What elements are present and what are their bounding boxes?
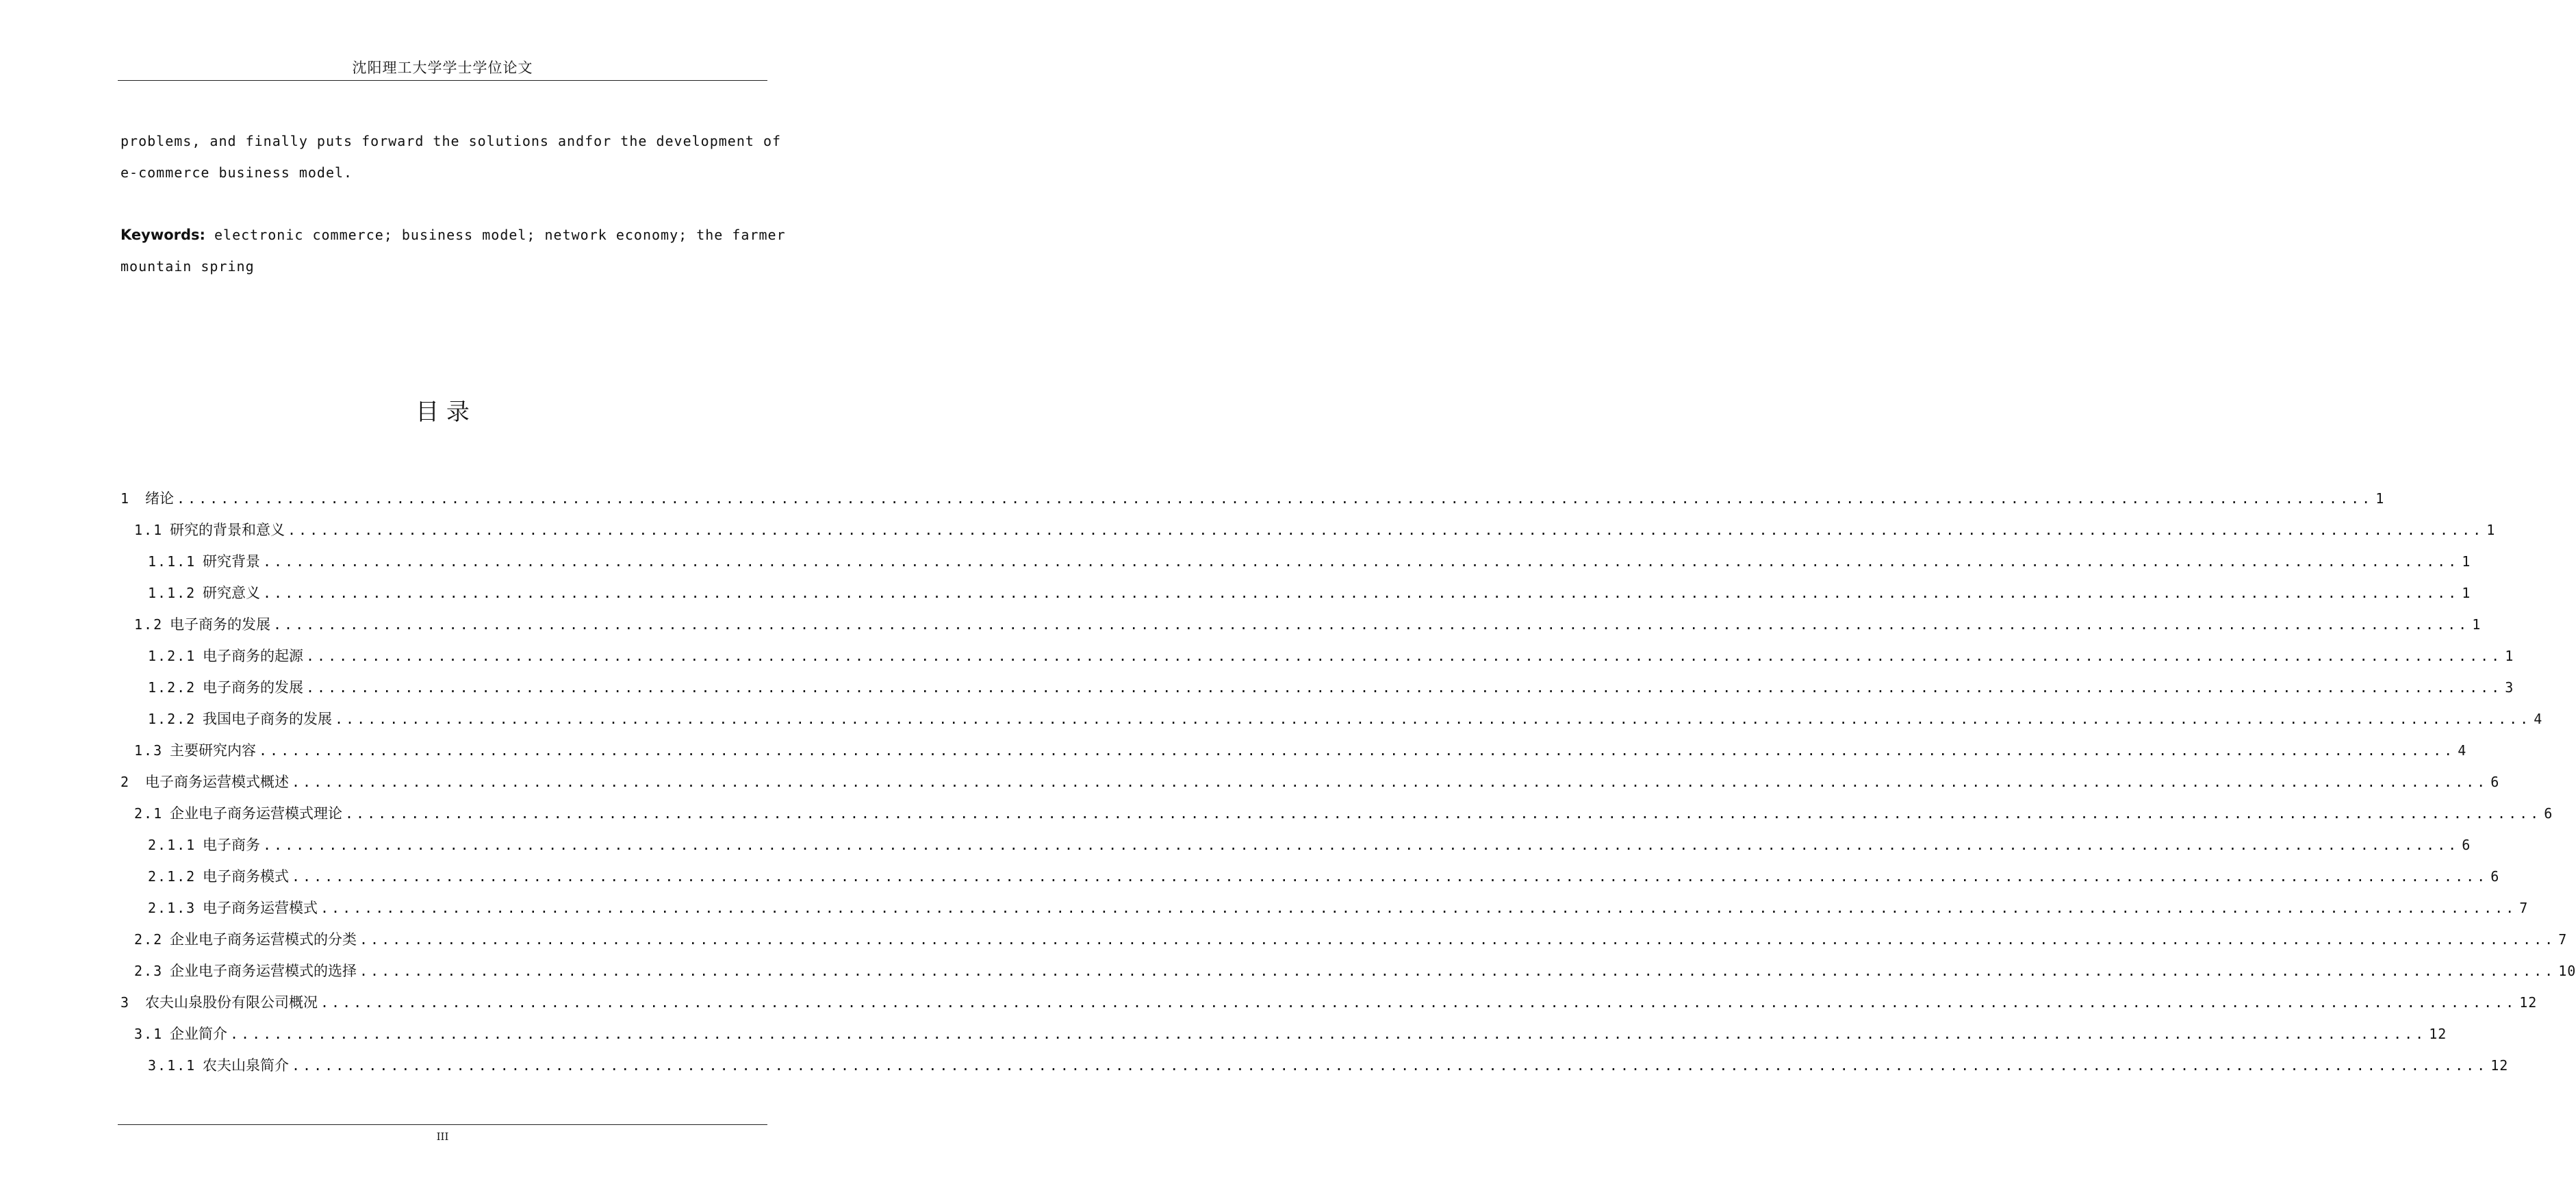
- table-of-contents: [120, 483, 2576, 1081]
- toc-entry-title: 研究意义: [203, 585, 260, 601]
- toc-entry-title: 绪论: [145, 490, 174, 507]
- toc-entry-title: 电子商务: [203, 837, 260, 853]
- toc-entry[interactable]: [120, 924, 2568, 955]
- toc-entry-title: 电子商务的起源: [203, 648, 303, 664]
- toc-entry-number: 2.3: [134, 963, 164, 979]
- keywords-line: mountain spring: [120, 258, 255, 275]
- toc-entry-title: 农夫山泉股份有限公司概况: [145, 994, 318, 1011]
- toc-entry-page: 6: [2544, 805, 2553, 822]
- toc-leader-dots: ........................................................................................................................................................................................................: [263, 585, 2460, 601]
- toc-entry-page: 3: [2505, 679, 2514, 696]
- toc-entry-title: 主要研究内容: [170, 742, 256, 759]
- toc-entry-title: 电子商务的发展: [203, 679, 303, 696]
- toc-entry-number: 3.1.1: [148, 1057, 196, 1074]
- keywords-text: electronic commerce; business model; network economy; the farmer: [214, 227, 786, 243]
- toc-entry-title: 我国电子商务的发展: [203, 711, 332, 727]
- toc-entry-title: 电子商务运营模式概述: [145, 774, 289, 790]
- toc-entry-number: 1.1.1: [148, 553, 196, 570]
- header-title: 沈阳理工大学学士学位论文: [352, 60, 533, 76]
- toc-entry-number: 3: [120, 994, 131, 1011]
- toc-entry-page: 12: [2429, 1026, 2447, 1042]
- page-number: III: [436, 1130, 449, 1143]
- toc-entry[interactable]: [120, 640, 2514, 672]
- toc-entry-page: 10: [2558, 963, 2576, 979]
- toc-entry-page: 1: [2462, 585, 2471, 601]
- toc-leader-dots: ........................................................................................................................................................................................................: [306, 679, 2503, 696]
- toc-entry[interactable]: [120, 577, 2471, 609]
- toc-entry[interactable]: [120, 766, 2500, 798]
- toc-entry-number: 1.1: [134, 522, 164, 538]
- toc-leader-dots: ........................................................................................................................................................................................................: [306, 648, 2503, 664]
- toc-leader-dots: ........................................................................................................................................................................................................: [320, 900, 2517, 916]
- toc-entry[interactable]: [120, 546, 2471, 577]
- keywords-line: [120, 219, 786, 251]
- abstract-line: e-commerce business model.: [120, 164, 353, 181]
- toc-entry-number: 1.3: [134, 742, 164, 759]
- toc-entry-page: 1: [2472, 616, 2482, 633]
- toc-entry-title: 农夫山泉简介: [203, 1057, 289, 1074]
- toc-entry[interactable]: [120, 735, 2467, 766]
- toc-entry-title: 企业简介: [170, 1026, 227, 1042]
- header-rule: [118, 80, 767, 81]
- toc-entry[interactable]: [120, 1050, 2509, 1081]
- toc-leader-dots: ........................................................................................................................................................................................................: [359, 963, 2556, 979]
- toc-entry[interactable]: [120, 892, 2529, 924]
- toc-entry-page: 7: [2558, 931, 2568, 948]
- toc-entry-page: 6: [2490, 868, 2500, 885]
- toc-entry-page: 4: [2458, 742, 2467, 759]
- toc-entry-number: 1.1.2: [148, 585, 196, 601]
- toc-leader-dots: ........................................................................................................................................................................................................: [288, 522, 2484, 538]
- toc-entry-number: 2: [120, 774, 131, 790]
- toc-entry-number: 2.1: [134, 805, 164, 822]
- toc-entry-page: 12: [2519, 994, 2538, 1011]
- abstract-paragraph: [120, 125, 782, 188]
- toc-entry-title: 研究背景: [203, 553, 260, 570]
- toc-leader-dots: ........................................................................................................................................................................................................: [292, 1057, 2488, 1074]
- keywords-paragraph: [120, 219, 786, 282]
- toc-entry-number: 2.2: [134, 931, 164, 948]
- toc-entry-title: 企业电子商务运营模式理论: [170, 805, 342, 822]
- toc-entry-title: 研究的背景和意义: [170, 522, 285, 538]
- toc-entry-page: 7: [2519, 900, 2529, 916]
- toc-leader-dots: ........................................................................................................................................................................................................: [259, 742, 2456, 759]
- toc-entry-page: 4: [2534, 711, 2543, 727]
- toc-entry-number: 1.2.2: [148, 679, 196, 696]
- toc-entry[interactable]: [120, 1018, 2447, 1050]
- toc-leader-dots: ........................................................................................................................................................................................................: [177, 490, 2373, 507]
- toc-entry[interactable]: [120, 861, 2500, 892]
- toc-entry[interactable]: [120, 829, 2471, 861]
- toc-leader-dots: ........................................................................................................................................................................................................: [359, 931, 2556, 948]
- abstract-line: problems, and finally puts forward the solutions andfor the development of: [120, 133, 782, 149]
- toc-leader-dots: ........................................................................................................................................................................................................: [273, 616, 2470, 633]
- toc-entry-page: 1: [2505, 648, 2514, 664]
- toc-entry[interactable]: [120, 955, 2576, 987]
- toc-title: 目 录: [416, 399, 470, 426]
- toc-leader-dots: ........................................................................................................................................................................................................: [263, 553, 2460, 570]
- toc-leader-dots: ........................................................................................................................................................................................................: [292, 868, 2488, 885]
- toc-entry-page: 12: [2490, 1057, 2509, 1074]
- toc-leader-dots: ........................................................................................................................................................................................................: [320, 994, 2517, 1011]
- keywords-label: Keywords:: [120, 227, 205, 243]
- toc-entry-page: 1: [2375, 490, 2385, 507]
- toc-entry-title: 企业电子商务运营模式的选择: [170, 963, 357, 979]
- toc-entry-title: 电子商务模式: [203, 868, 289, 885]
- toc-entry-page: 1: [2462, 553, 2471, 570]
- toc-leader-dots: ........................................................................................................................................................................................................: [230, 1026, 2427, 1042]
- toc-entry-page: 6: [2462, 837, 2471, 853]
- toc-entry-number: 1.2: [134, 616, 164, 633]
- toc-entry-title: 电子商务的发展: [170, 616, 270, 633]
- toc-entry[interactable]: [120, 609, 2482, 640]
- toc-entry-page: 6: [2490, 774, 2500, 790]
- toc-entry-number: 1.2.1: [148, 648, 196, 664]
- toc-entry[interactable]: [120, 483, 2385, 514]
- toc-entry-number: 2.1.3: [148, 900, 196, 916]
- toc-leader-dots: ........................................................................................................................................................................................................: [292, 774, 2488, 790]
- toc-entry[interactable]: [120, 672, 2514, 703]
- toc-entry-title: 企业电子商务运营模式的分类: [170, 931, 357, 948]
- toc-entry[interactable]: [120, 703, 2543, 735]
- toc-leader-dots: ........................................................................................................................................................................................................: [263, 837, 2460, 853]
- footer-rule: [118, 1124, 767, 1125]
- toc-entry[interactable]: [120, 987, 2538, 1018]
- toc-entry-number: 2.1.2: [148, 868, 196, 885]
- toc-leader-dots: ........................................................................................................................................................................................................: [345, 805, 2542, 822]
- toc-entry[interactable]: [120, 798, 2553, 829]
- toc-entry-title: 电子商务运营模式: [203, 900, 318, 916]
- toc-entry-number: 1: [120, 490, 131, 507]
- toc-leader-dots: ........................................................................................................................................................................................................: [335, 711, 2532, 727]
- toc-entry[interactable]: [120, 514, 2496, 546]
- toc-entry-page: 1: [2486, 522, 2496, 538]
- toc-entry-number: 1.2.2: [148, 711, 196, 727]
- toc-entry-number: 3.1: [134, 1026, 164, 1042]
- toc-entry-number: 2.1.1: [148, 837, 196, 853]
